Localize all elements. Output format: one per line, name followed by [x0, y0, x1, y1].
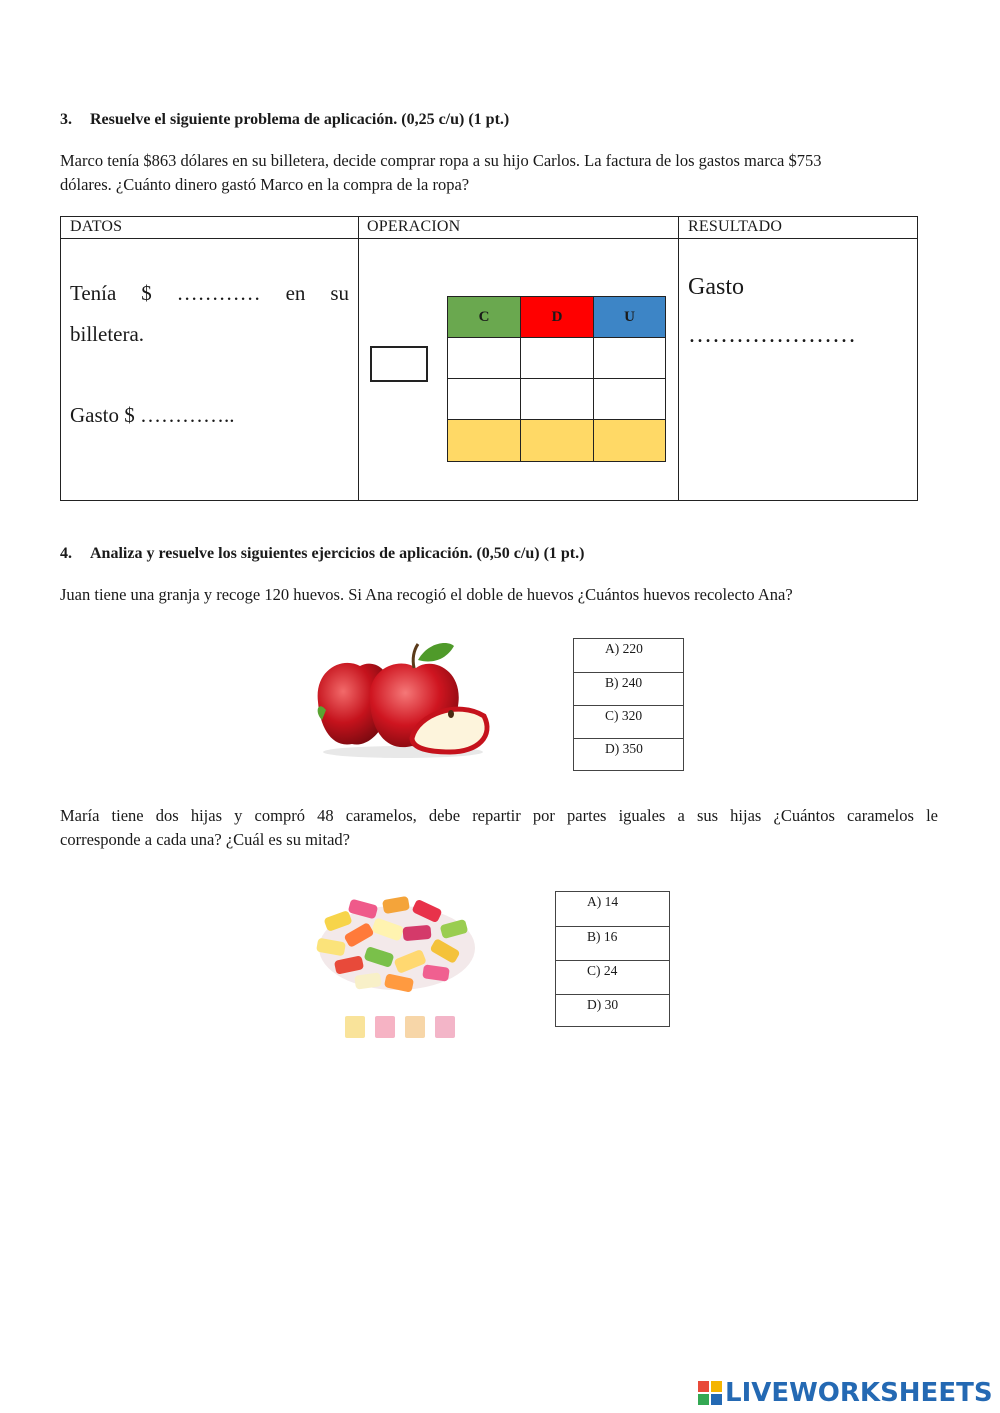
options-candies	[555, 891, 670, 1027]
question-3-number: 3.	[60, 111, 72, 128]
option-b[interactable]	[574, 672, 683, 706]
result-label: Gasto	[688, 274, 744, 300]
option-b[interactable]	[556, 926, 669, 961]
question-3-heading	[60, 111, 509, 129]
question-4-heading	[60, 545, 584, 563]
problem-line-1: Marco tenía $863 dólares en su billetera, decide comprar ropa a su hijo Carlos. La factura de los gastos marca $753	[60, 151, 822, 170]
question-4-number: 4.	[60, 545, 72, 562]
liveworksheets-icon	[698, 1381, 722, 1405]
option-d[interactable]	[556, 994, 669, 1029]
option-a[interactable]	[556, 892, 669, 926]
apple-seed	[448, 710, 454, 718]
apple-leaf	[418, 643, 454, 662]
option-label: D) 30	[587, 997, 619, 1012]
cdu-header-c: C	[447, 296, 521, 338]
brand-name: LIVEWORKSHEETS	[725, 1378, 993, 1408]
options-eggs	[573, 638, 684, 771]
liveworksheets-logo	[698, 1378, 993, 1408]
cdu-cell-u1[interactable]	[593, 337, 666, 379]
datos-line-2: billetera.	[70, 322, 145, 346]
cdu-header-d: D	[520, 296, 594, 338]
candy-pile	[316, 896, 475, 993]
header-datos: DATOS	[70, 218, 123, 235]
option-c[interactable]	[574, 705, 683, 739]
option-a[interactable]	[574, 639, 683, 672]
cdu-cell-c1[interactable]	[447, 337, 521, 379]
apples-image	[308, 640, 494, 760]
problem-eggs: Juan tiene una granja y recoge 120 huevos. Si Ana recogió el doble de huevos ¿Cuántos huevos recolecto Ana?	[60, 585, 793, 604]
header-resultado: RESULTADO	[688, 218, 783, 235]
answer-box[interactable]	[370, 346, 428, 382]
cdu-cell-u2[interactable]	[593, 378, 666, 420]
table-header-divider	[61, 238, 917, 239]
option-label: A) 14	[587, 894, 619, 909]
problem-candies	[60, 804, 938, 852]
option-label: C) 24	[587, 963, 618, 978]
option-label: C) 320	[605, 708, 643, 723]
cdu-header-u: U	[593, 296, 666, 338]
problem-line-2: dólares. ¿Cuánto dinero gastó Marco en la compra de la ropa?	[60, 175, 470, 194]
candies-image	[305, 878, 485, 1044]
option-label: D) 350	[605, 741, 643, 756]
cdu-grid	[447, 296, 666, 462]
cdu-cell-c2[interactable]	[447, 378, 521, 420]
option-c[interactable]	[556, 960, 669, 995]
result-blank: …………………	[688, 322, 856, 348]
option-label: B) 240	[605, 675, 643, 690]
header-operacion: OPERACION	[367, 218, 461, 235]
candy-cubes	[345, 1016, 455, 1038]
cdu-cell-d1[interactable]	[520, 337, 594, 379]
option-d[interactable]	[574, 738, 683, 772]
option-label: A) 220	[605, 641, 643, 656]
problem-line-1: María tiene dos hijas y compró 48 caramelos, debe repartir por partes iguales a sus hijas ¿Cuántos caramelos le	[60, 806, 938, 825]
column-divider	[678, 217, 679, 500]
question-4-title: Analiza y resuelve los siguientes ejercicios de aplicación. (0,50 c/u) (1 pt.)	[90, 545, 585, 562]
datos-content	[70, 273, 349, 436]
question-3-title: Resuelve el siguiente problema de aplicación. (0,25 c/u) (1 pt.)	[90, 111, 510, 128]
problem-line-2: corresponde a cada una? ¿Cuál es su mitad?	[60, 830, 350, 849]
datos-line-1: Tenía $ ………… en su	[70, 281, 349, 305]
apple-stem	[413, 644, 418, 668]
option-label: B) 16	[587, 929, 618, 944]
question-3-problem	[60, 149, 920, 197]
cdu-cell-d2[interactable]	[520, 378, 594, 420]
column-divider	[358, 217, 359, 500]
data-operation-result-table	[60, 216, 918, 501]
datos-line-3: Gasto $ …………..	[70, 403, 235, 427]
cdu-result-u[interactable]	[593, 419, 666, 462]
cdu-result-d[interactable]	[520, 419, 594, 462]
cdu-result-c[interactable]	[447, 419, 521, 462]
